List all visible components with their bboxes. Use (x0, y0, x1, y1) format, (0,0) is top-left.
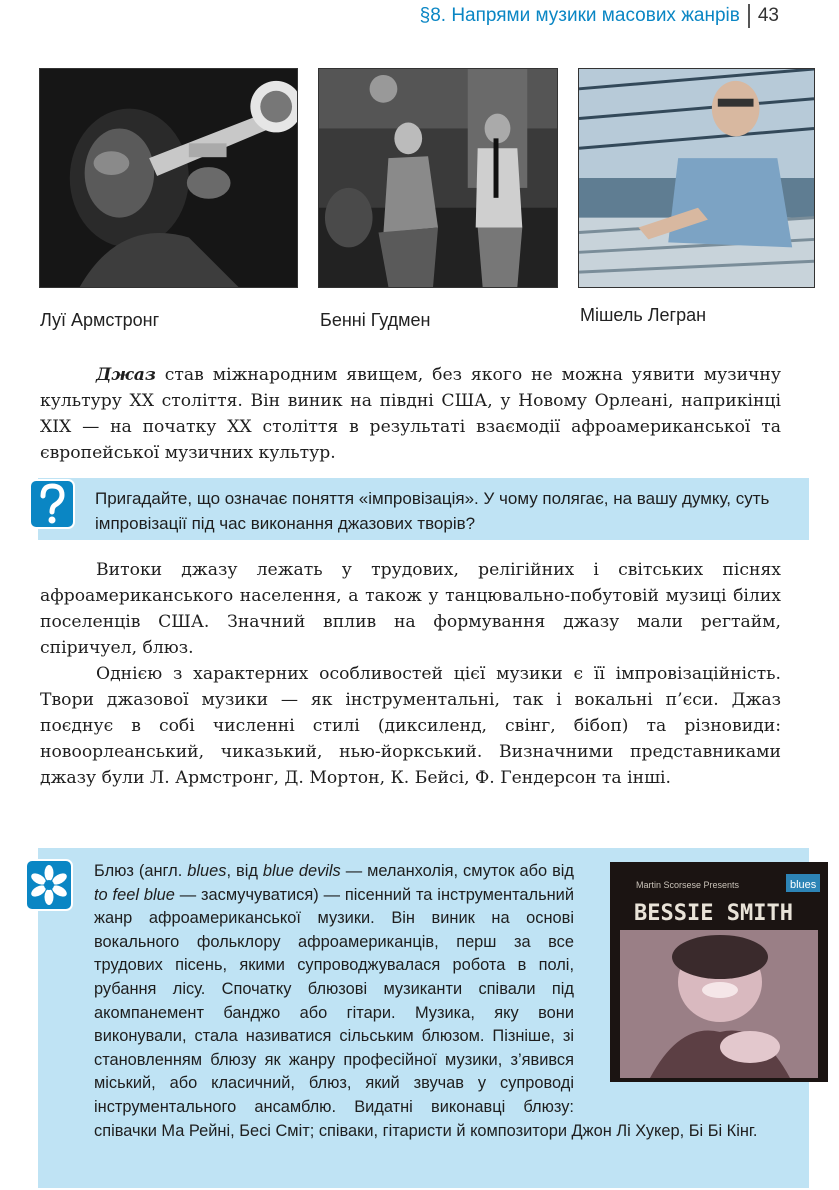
asterisk-icon (24, 858, 74, 912)
note-text: — меланхолія, смуток або від (340, 862, 574, 880)
photo-caption: Бенні Гудмен (320, 310, 431, 330)
note-text: , від (226, 862, 263, 880)
note-term: blue devils (262, 862, 341, 880)
question-icon (28, 478, 76, 530)
term-jazz: Джаз (96, 365, 156, 385)
album-series: blues (790, 879, 817, 891)
paragraph-jazz-intro (40, 362, 781, 466)
paragraph-jazz-features: Однією з характерних особливостей цієї музики є її імпровізаційність. Твори джазової музики — як інструментальні, так і вокальні п’єси. Джаз поєднує в собі численні стилі (диксиленд, свінг, бібоп) та різновиди: новоорлеанський, чиказький, нью-йоркський. Визначними представниками джазу були Л. Армстронг, Д. Мортон, К. Бейсі, Ф. Гендерсон та інші. (40, 664, 781, 788)
note-text: Блюз (англ. (94, 862, 188, 880)
photo-benny-goodman (318, 68, 558, 288)
photo-michel-legrand (578, 68, 815, 288)
note-term: to feel blue (94, 885, 175, 904)
photo-caption: Мішель Легран (580, 305, 707, 325)
album-top-line: Martin Scorsese Presents (636, 880, 740, 890)
paragraph-jazz-roots: Витоки джазу лежать у трудових, релігійних і світських піснях афроамериканського населення, а також у танцювально-побутовій музиці білих поселенців США. Значний вплив на формування джазу мали регтайм, спіричуел, блюз. (40, 560, 781, 658)
page-header (420, 4, 779, 28)
header-divider (748, 4, 750, 28)
album-artist: BESSIE SMITH (634, 901, 793, 926)
photo-louis-armstrong (39, 68, 298, 288)
note-term: blues (187, 862, 227, 880)
photo-caption: Луї Армстронг (40, 310, 160, 330)
paragraph-text: став міжнародним явищем, без якого не можна уявити музичну культуру XX століття. Він виник на півдні США, у Новому Орлеані, наприкінці XIX — на початку XX століття в результаті взаємодії афроамериканської та європейської музичних культур. (40, 365, 781, 463)
note-text: — засмучуватися) — пісенний та інструментальний жанр афроамериканської музики. Він виник на основі вокального фольклору афроамериканців, перш за все трудових пісень, якими супроводжувалася робота в полі, рубання лісу. Спочатку блюзові музиканти співали під акомпанемент банджо або гітари. Музика, яку вони виконували, стала називатися сільським блюзом. Пізніше, зі становленням блюзу як жанру професійної музики, з’явився міський, або класичний, блюз, який звучав у супроводі інструментального ансамблю. Видатні виконавці блюзу: співачки Ма Рейні, Бесі Сміт; співаки, гітаристи й композитори Джон Лі Хукер, Бі Бі Кінг. (94, 885, 758, 1140)
question-text: Пригадайте, що означає поняття «імпровізація». У чому полягає, на вашу думку, суть імпровізації під час виконання джазових творів? (95, 489, 770, 533)
page-number: 43 (757, 5, 779, 26)
album-cover-bessie-smith (610, 862, 828, 1082)
section-title: §8. Напрями музики масових жанрів (419, 5, 740, 26)
